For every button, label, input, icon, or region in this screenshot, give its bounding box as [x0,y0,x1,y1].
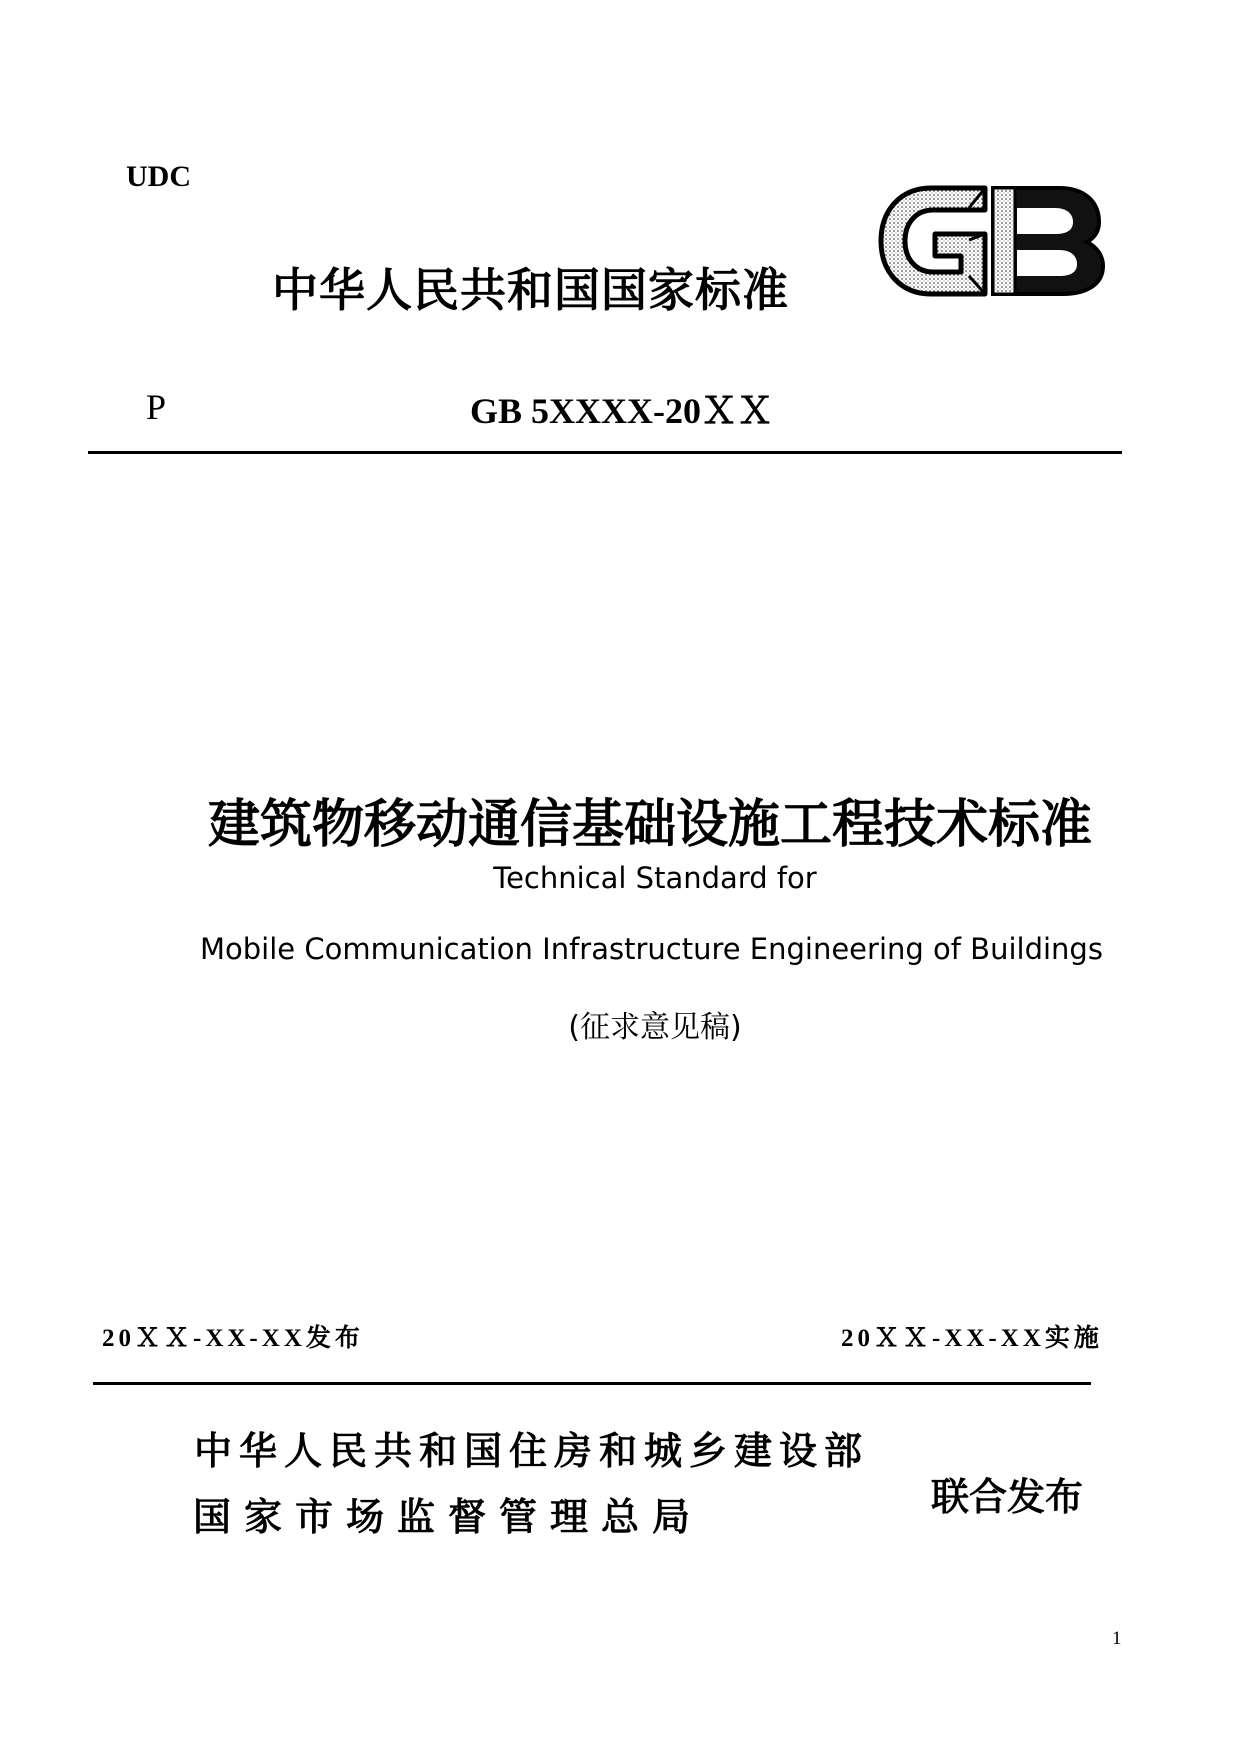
issuer-ministry: 中华人民共和国住房和城乡建设部 [194,1429,870,1473]
issuer-administration: 国家市场监督管理总局 [193,1495,704,1539]
top-divider [88,451,1122,454]
gb-logo [873,178,1109,304]
joint-release-label: 联合发布 [931,1475,1084,1519]
page-number: 1 [1112,1628,1122,1649]
standard-number: GB 5XXXX-20ＸＸ [470,391,773,431]
document-title-en-line1: Technical Standard for [493,861,817,895]
draft-note: (征求意见稿) [568,1010,742,1045]
category-code: P [146,387,167,427]
issue-date: 20ＸＸ-XX-XX发布 [102,1325,364,1352]
udc-label: UDC [126,160,191,193]
national-standard-heading: 中华人民共和国国家标准 [272,263,789,317]
document-title-en-line2: Mobile Communication Infrastructure Engineering of Buildings [200,932,1103,966]
bottom-divider [93,1382,1091,1385]
document-title-zh: 建筑物移动通信基础设施工程技术标准 [207,795,1092,855]
implementation-date: 20ＸＸ-XX-XX实施 [841,1325,1103,1352]
